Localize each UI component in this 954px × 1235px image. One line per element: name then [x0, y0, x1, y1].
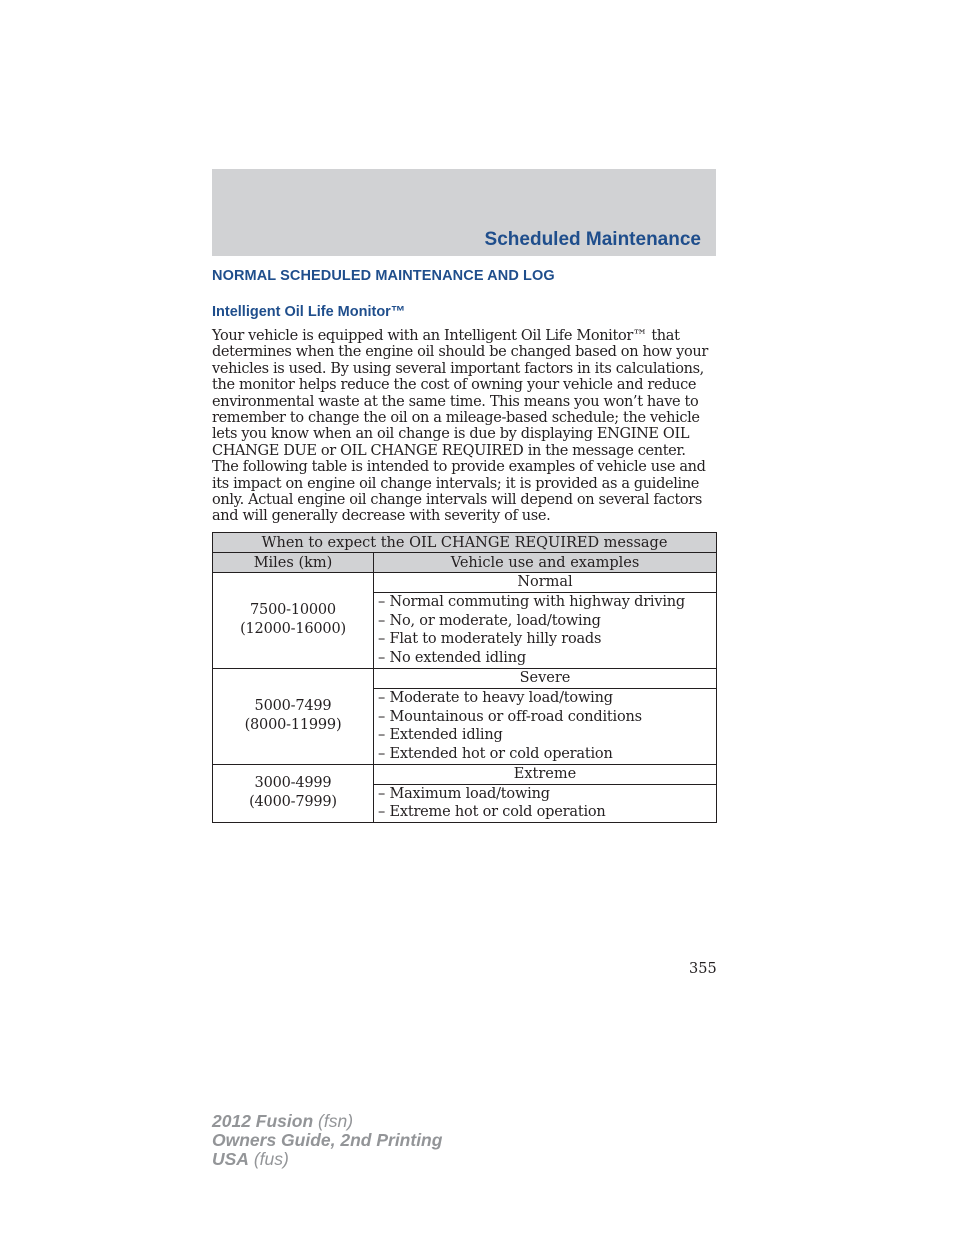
example-item: – Normal commuting with highway driving	[378, 594, 686, 610]
examples-cell	[374, 688, 717, 764]
footer-line-model	[212, 1112, 442, 1131]
example-item: – Flat to moderately hilly roads	[378, 631, 602, 648]
footer-model-code: (fsn)	[318, 1111, 354, 1131]
category-label: Extreme	[374, 764, 717, 784]
miles-cell	[213, 668, 374, 764]
footer-model: 2012 Fusion	[212, 1111, 314, 1131]
category-label: Severe	[374, 668, 717, 688]
section-header-band	[212, 169, 716, 256]
example-item: – Moderate to heavy load/towing	[378, 689, 613, 706]
footer-printing: Owners Guide, 2nd Printing	[212, 1130, 443, 1150]
example-item: – Maximum load/towing	[378, 785, 550, 802]
footer-market-code: (fus)	[253, 1149, 289, 1169]
section-title: Scheduled Maintenance	[484, 229, 701, 250]
table-caption: When to expect the OIL CHANGE REQUIRED message	[213, 533, 717, 553]
oil-change-table	[212, 532, 717, 823]
km-value: (4000-7999)	[249, 794, 337, 811]
page-heading: NORMAL SCHEDULED MAINTENANCE AND LOG	[212, 268, 555, 284]
example-item: – Extended idling	[378, 727, 503, 744]
example-item: – No extended idling	[378, 650, 526, 667]
column-header-miles: Miles (km)	[213, 553, 374, 573]
miles-cell	[213, 764, 374, 822]
example-item: – Mountainous or off-road conditions	[378, 708, 642, 725]
body-paragraph: Your vehicle is equipped with an Intelligent Oil Life Monitor™ that determines when the engine oil should be changed based on how your vehicles is used. By using several important factors in its calculations, the monitor helps reduce the cost of owning your vehicle and reduce environmental waste at the same time. This means you won’t have to remember to change the oil on a mileage-based schedule; the vehicle lets you know when an oil change is due by displaying ENGINE OIL CHANGE DUE or OIL CHANGE REQUIRED in the message center. The following table is intended to provide examples of vehicle use and its impact on engine oil change intervals; it is provided as a guideline only. Actual engine oil change intervals will depend on several factors and will generally decrease with severity of use.	[212, 328, 708, 525]
miles-value: 7500-10000	[250, 602, 336, 619]
page-number: 355	[689, 961, 717, 977]
miles-value: 3000-4999	[254, 775, 332, 792]
examples-cell	[374, 593, 717, 669]
table-row	[213, 764, 717, 784]
footer-market: USA	[212, 1149, 249, 1169]
column-header-vehicle-use: Vehicle use and examples	[374, 553, 717, 573]
table-row	[213, 668, 717, 688]
table-header-row	[213, 553, 717, 573]
footer-line-market	[212, 1150, 442, 1169]
miles-value: 5000-7499	[254, 698, 332, 715]
km-value: (8000-11999)	[244, 717, 342, 734]
example-item: – No, or moderate, load/towing	[378, 612, 601, 629]
table-row	[213, 573, 717, 593]
examples-cell	[374, 784, 717, 822]
miles-cell	[213, 573, 374, 669]
km-value: (12000-16000)	[240, 621, 346, 638]
footer	[212, 1112, 442, 1169]
table-caption-row	[213, 533, 717, 553]
category-label: Normal	[374, 573, 717, 593]
example-item: – Extreme hot or cold operation	[378, 804, 606, 821]
subheading: Intelligent Oil Life Monitor™	[212, 304, 406, 320]
example-item: – Extended hot or cold operation	[378, 745, 613, 762]
